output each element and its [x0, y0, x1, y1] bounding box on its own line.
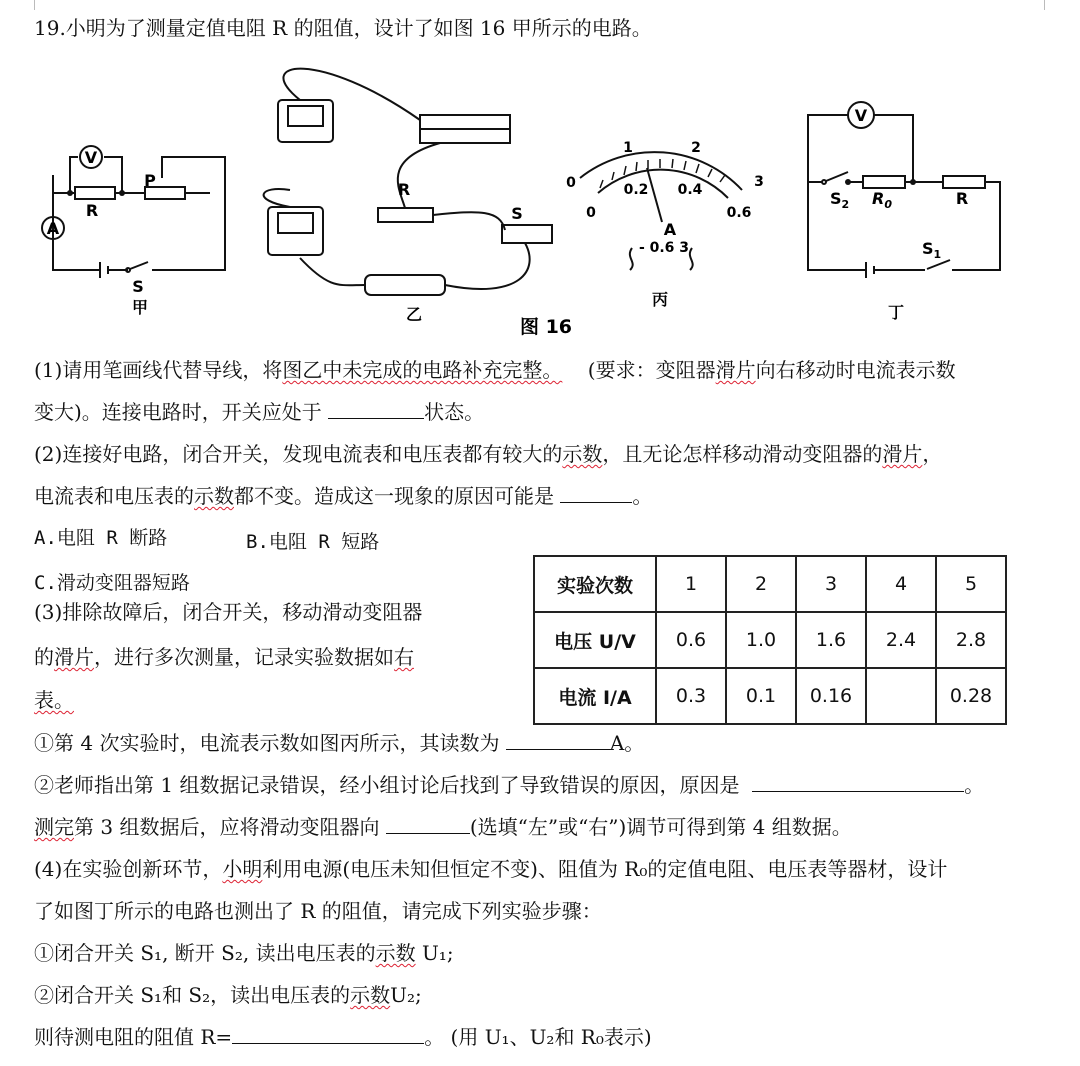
- table-cell: 0.1: [726, 668, 796, 724]
- junction-dot: [119, 190, 125, 196]
- voltmeter-label: V: [854, 106, 868, 125]
- dial-ammeter-label: A: [663, 220, 677, 239]
- table-cell: 3: [796, 556, 866, 612]
- part3-sub1: ①第 4 次实验时，电流表示数如图丙所示，其读数为 A。: [34, 731, 645, 755]
- part3-line2: 的滑片，进行多次测量，记录实验数据如右: [34, 645, 414, 669]
- scale-top-3: 3: [754, 174, 764, 190]
- circuit-jia: [42, 146, 225, 278]
- table-row: [534, 612, 1006, 668]
- part3-line3: 表。: [34, 688, 74, 712]
- switch-label: S: [511, 204, 523, 223]
- table-cell: 5: [936, 556, 1006, 612]
- answer-blank[interactable]: [752, 773, 964, 792]
- table-cell: 电流 I/A: [534, 668, 656, 724]
- scale-bottom-06: 0.6: [726, 205, 752, 221]
- label-yi: 乙: [405, 305, 423, 324]
- figure-16: [0, 60, 1080, 350]
- part3-line1: (3)排除故障后，闭合开关，移动滑动变阻器: [34, 600, 423, 624]
- part4-line2: 了如图丁所示的电路也测出了 R 的阻值，请完成下列实验步骤：: [34, 899, 602, 923]
- page-corner-mark: [1044, 0, 1045, 10]
- part4-line1: (4)在实验创新环节，小明利用电源(电压未知但恒定不变)、阻值为 R₀的定值电阻、电压表等器材，设计: [34, 857, 948, 881]
- switch-label: S: [132, 277, 144, 296]
- scale-bottom-02: 0.2: [623, 182, 649, 198]
- scale-top-1: 1: [623, 140, 633, 156]
- label-jia: 甲: [131, 298, 149, 317]
- switch-s1-label: $S_1$: [922, 239, 942, 261]
- part4-step2: ②闭合开关 S₁和 S₂，读出电压表的示数U₂;: [34, 983, 422, 1007]
- table-cell: [866, 668, 936, 724]
- table-cell: 0.28: [936, 668, 1006, 724]
- table-cell: 2: [726, 556, 796, 612]
- junction-dot: [67, 190, 73, 196]
- question-title: 19.小明为了测量定值电阻 R 的阻值，设计了如图 16 甲所示的电路。: [34, 16, 652, 40]
- label-ding: 丁: [887, 303, 905, 322]
- table-cell: 0.6: [656, 612, 726, 668]
- table-cell: 电压 U/V: [534, 612, 656, 668]
- part1-line1: (1)请用笔画线代替导线，将图乙中未完成的电路补充完整。 (要求：变阻器滑片向右移动时电流表示数: [34, 358, 956, 382]
- part2-line1: (2)连接好电路，闭合开关，发现电流表和电压表都有较大的示数，且无论怎样移动滑动变阻器的滑片，: [34, 442, 943, 466]
- data-table: [533, 555, 1007, 725]
- answer-blank[interactable]: [232, 1025, 424, 1044]
- junction-dot: [910, 179, 916, 185]
- answer-blank[interactable]: [506, 731, 610, 750]
- table-cell: 0.3: [656, 668, 726, 724]
- table-cell: 实验次数: [534, 556, 656, 612]
- scale-bottom-0: 0: [586, 205, 596, 221]
- figure-caption: 图 16: [519, 316, 573, 338]
- scale-top-2: 2: [691, 140, 701, 156]
- answer-blank[interactable]: [328, 400, 424, 419]
- resistor-label: R: [85, 201, 99, 220]
- table-cell: 2.4: [866, 612, 936, 668]
- table-cell: 1.0: [726, 612, 796, 668]
- answer-blank[interactable]: [386, 815, 470, 834]
- dial-terminals: - 0.6 3: [638, 240, 690, 256]
- table-cell: 0.16: [796, 668, 866, 724]
- voltmeter-label: V: [84, 148, 98, 167]
- part3-sub3: 测完第 3 组数据后，应将滑动变阻器向 (选填“左”或“右”)调节可得到第 4 组数据。: [34, 815, 852, 839]
- table-cell: 2.8: [936, 612, 1006, 668]
- table-cell: 1.6: [796, 612, 866, 668]
- ammeter-label: A: [46, 219, 60, 238]
- table-cell: 4: [866, 556, 936, 612]
- table-cell: 1: [656, 556, 726, 612]
- option-c: C.滑动变阻器短路: [34, 572, 190, 594]
- slider-label: P: [144, 171, 156, 190]
- part1-line2: 变大)。连接电路时，开关应处于 状态。: [34, 400, 485, 424]
- page-corner-mark: [34, 0, 35, 10]
- label-bing: 丙: [651, 290, 669, 309]
- resistor-r0-label: $R_0$: [872, 189, 892, 211]
- resistor-label: R: [397, 180, 411, 199]
- option-b: B.电阻 R 短路: [246, 531, 380, 553]
- switch-s2-label: $S_2$: [830, 189, 850, 211]
- resistor-label: R: [955, 189, 969, 208]
- table-row: [534, 556, 1006, 612]
- scale-bottom-04: 0.4: [677, 182, 703, 198]
- part2-line2: 电流表和电压表的示数都不变。造成这一现象的原因可能是 。: [34, 484, 653, 508]
- junction-dot: [845, 179, 851, 185]
- part4-step1: ①闭合开关 S₁, 断开 S₂, 读出电压表的示数 U₁;: [34, 941, 454, 965]
- part3-sub2: ②老师指出第 1 组数据记录错误，经小组讨论后找到了导致错误的原因，原因是 。: [34, 773, 985, 797]
- table-row: [534, 668, 1006, 724]
- part4-final: 则待测电阻的阻值 R= 。 (用 U₁、U₂和 R₀表示): [34, 1025, 652, 1049]
- scale-top-0: 0: [566, 175, 576, 191]
- option-a: A.电阻 R 断路: [34, 527, 168, 549]
- answer-blank[interactable]: [560, 484, 632, 503]
